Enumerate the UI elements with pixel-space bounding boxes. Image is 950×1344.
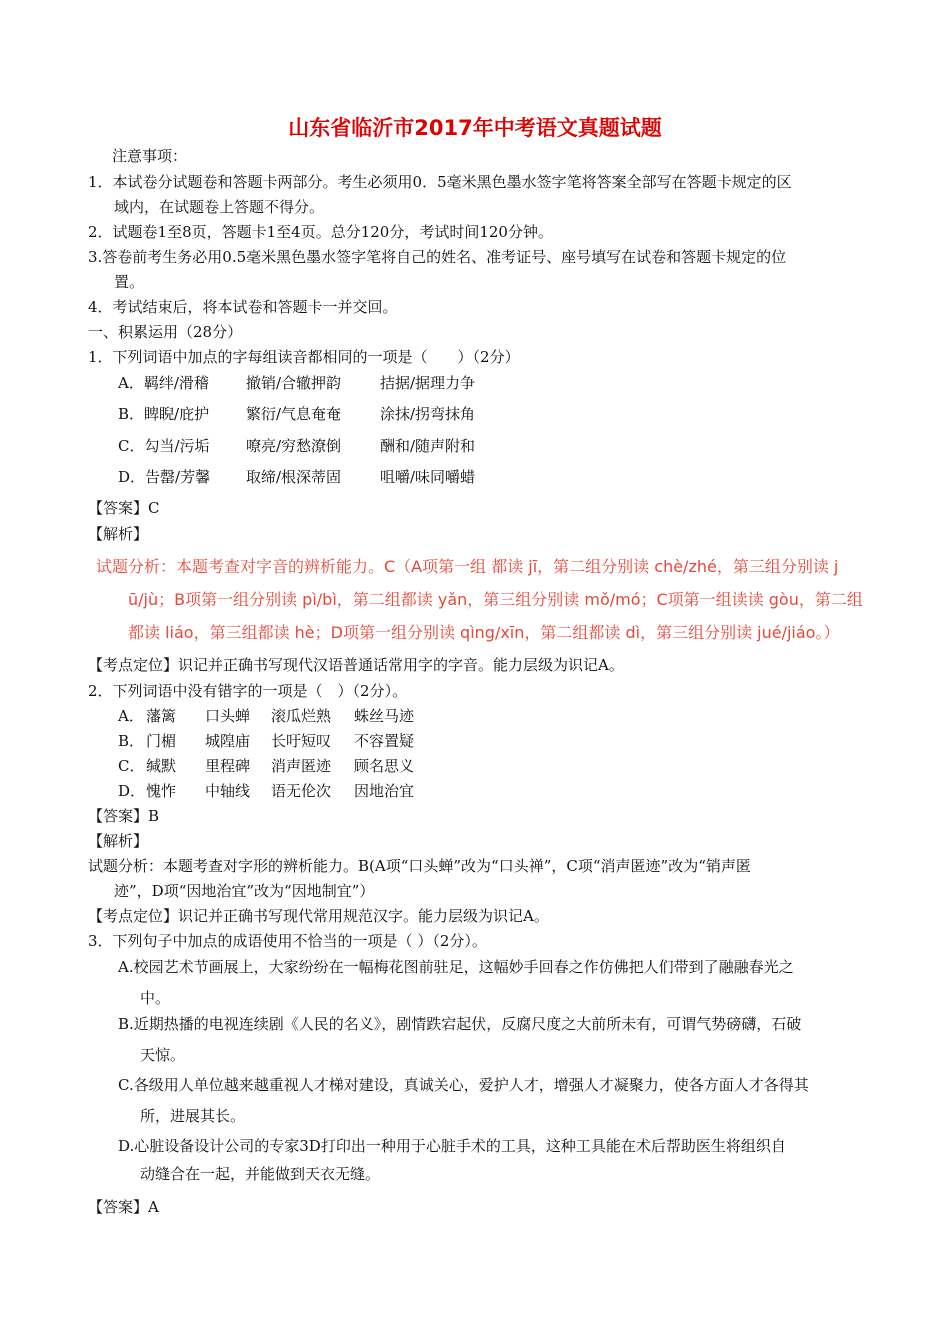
q3-option-d: D.心脏设备设计公司的专家3D打印出一种用于心脏手术的工具，这种工具能在术后帮助医生将组织自 [118,1137,786,1155]
question-2-stem: 2．下列词语中没有错字的一项是（ ）（2分）。 [88,682,408,700]
q2-option-c-word4: 顾名思义 [354,757,415,775]
q2-option-d-word3: 语无伦次 [271,782,332,800]
q2-option-c-letter: C． [118,757,145,775]
notice-line: 1．本试卷分试题卷和答题卡两部分。考生必须用0．5毫米黑色墨水签字笔将答案全部写在答题卡规定的区 [88,173,792,191]
q1-analysis-line: 试题分析：本题考查对字音的辨析能力。C（A项第一组 都读 jī，第二组分别读 chè/zhé，第三组分别读 j [96,557,839,576]
q2-option-b-word3: 长吁短叹 [271,732,332,750]
q2-option-a-word3: 滚瓜烂熟 [271,707,332,725]
q1-option-b-group2: 繁衍/气息奄奄 [246,405,342,423]
q2-option-d-letter: D． [118,782,146,800]
q1-option-c-group2: 嘹亮/穷愁潦倒 [246,437,342,455]
q2-point: 【考点定位】识记并正确书写现代常用规范汉字。能力层级为识记A。 [88,907,549,925]
q2-option-b-word1: 门楣 [146,732,177,750]
q1-option-c-group3: 酬和/随声附和 [380,437,476,455]
notice-line: 2．试题卷1至8页，答题卡1至4页。总分120分，考试时间120分钟。 [88,223,553,241]
q1-answer: 【答案】C [88,499,160,517]
q2-analysis-line: 迹”，D项“因地治宜”改为“因地制宜”） [114,882,375,900]
q1-option-a-group2: 撤销/合辙押韵 [246,374,342,392]
q3-option-b: B.近期热播的电视连续剧《人民的名义》，剧情跌宕起伏，反腐尺度之大前所未有，可谓气势磅礴，石破 [118,1015,802,1033]
q1-analysis-line: 都读 liáo，第三组都读 hè；D项第一组分别读 qìng/xīn，第二组都读 dì，第三组分别读 jué/jiáo。） [128,623,840,642]
q1-option-d-group2: 取缔/根深蒂固 [246,468,342,486]
q1-analysis-line: ū/jù；B项第一组分别读 pì/bì，第二组都读 yǎn，第三组分别读 mǒ/mó；C项第一组读读 gòu，第二组 [128,590,863,609]
q2-option-d-word2: 中轴线 [205,782,251,800]
q2-option-c-word2: 里程碑 [205,757,251,775]
q3-option-d-cont: 动缝合在一起，并能做到天衣无缝。 [140,1165,381,1183]
notice-line: 置。 [114,273,145,291]
q2-analysis-line: 试题分析：本题考查对字形的辨析能力。B(A项“口头蝉”改为“口头禅”，C项“消声匿迹”改为“销声匿 [88,857,751,875]
q3-option-a: A.校园艺术节画展上，大家纷纷在一幅梅花图前驻足，这幅妙手回春之作仿佛把人们带到了融融春光之 [118,958,794,976]
question-3-stem: 3．下列句子中加点的成语使用不恰当的一项是（ ）（2分）。 [88,932,487,950]
notice-line: 域内，在试题卷上答题不得分。 [114,198,325,216]
q1-point: 【考点定位】识记并正确书写现代汉语普通话常用字的字音。能力层级为识记A。 [88,656,624,674]
q1-option-b: B．睥睨/庇护 [118,405,210,423]
q1-option-c: C．勾当/污垢 [118,437,210,455]
notice-line: 3.答卷前考生务必用0.5毫米黑色墨水签字笔将自己的姓名、准考证号、座号填写在试卷和答题卡规定的位 [88,248,787,266]
q2-option-b-letter: B． [118,732,145,750]
q2-analysis-label: 【解析】 [88,832,149,850]
q3-option-c: C.各级用人单位越来越重视人才梯对建设，真诚关心，爱护人才，增强人才凝聚力，使各方面人才各得其 [118,1076,809,1094]
q2-option-a-word4: 蛛丝马迹 [354,707,415,725]
q2-option-c-word1: 缄默 [146,757,177,775]
q2-option-b-word2: 城隍庙 [205,732,251,750]
q2-option-a-word1: 藩篱 [146,707,177,725]
q1-option-a: A．羁绊/滑稽 [118,374,209,392]
notice-line: 4．考试结束后，将本试卷和答题卡一并交回。 [88,298,398,316]
q3-option-c-cont: 所，进展其长。 [140,1107,246,1125]
q3-answer: 【答案】A [88,1198,159,1216]
q2-option-a-letter: A． [118,707,144,725]
q2-option-d-word1: 愧怍 [146,782,177,800]
q1-option-b-group3: 涂抹/拐弯抹角 [380,405,476,423]
notice-header: 注意事项： [112,147,188,165]
q2-option-a-word2: 口头蝉 [205,707,251,725]
q2-answer: 【答案】B [88,807,160,825]
q2-option-d-word4: 因地治宜 [354,782,415,800]
q3-option-b-cont: 天惊。 [140,1046,186,1064]
q1-option-d-group3: 咀嚼/味同嚼蜡 [380,468,476,486]
q1-option-d: D．告罄/芳馨 [118,468,211,486]
q3-option-a-cont: 中。 [140,989,171,1007]
page-title: 山东省临沂市2017年中考语文真题试题 [288,116,662,140]
section-heading: 一、积累运用（28分） [88,323,243,341]
q2-option-b-word4: 不容置疑 [354,732,415,750]
q2-option-c-word3: 消声匿迹 [271,757,332,775]
q1-option-a-group3: 拮据/据理力争 [380,374,476,392]
question-1-stem: 1．下列词语中加点的字每组读音都相同的一项是（ ）（2分） [88,348,520,366]
q1-analysis-label: 【解析】 [88,525,149,543]
